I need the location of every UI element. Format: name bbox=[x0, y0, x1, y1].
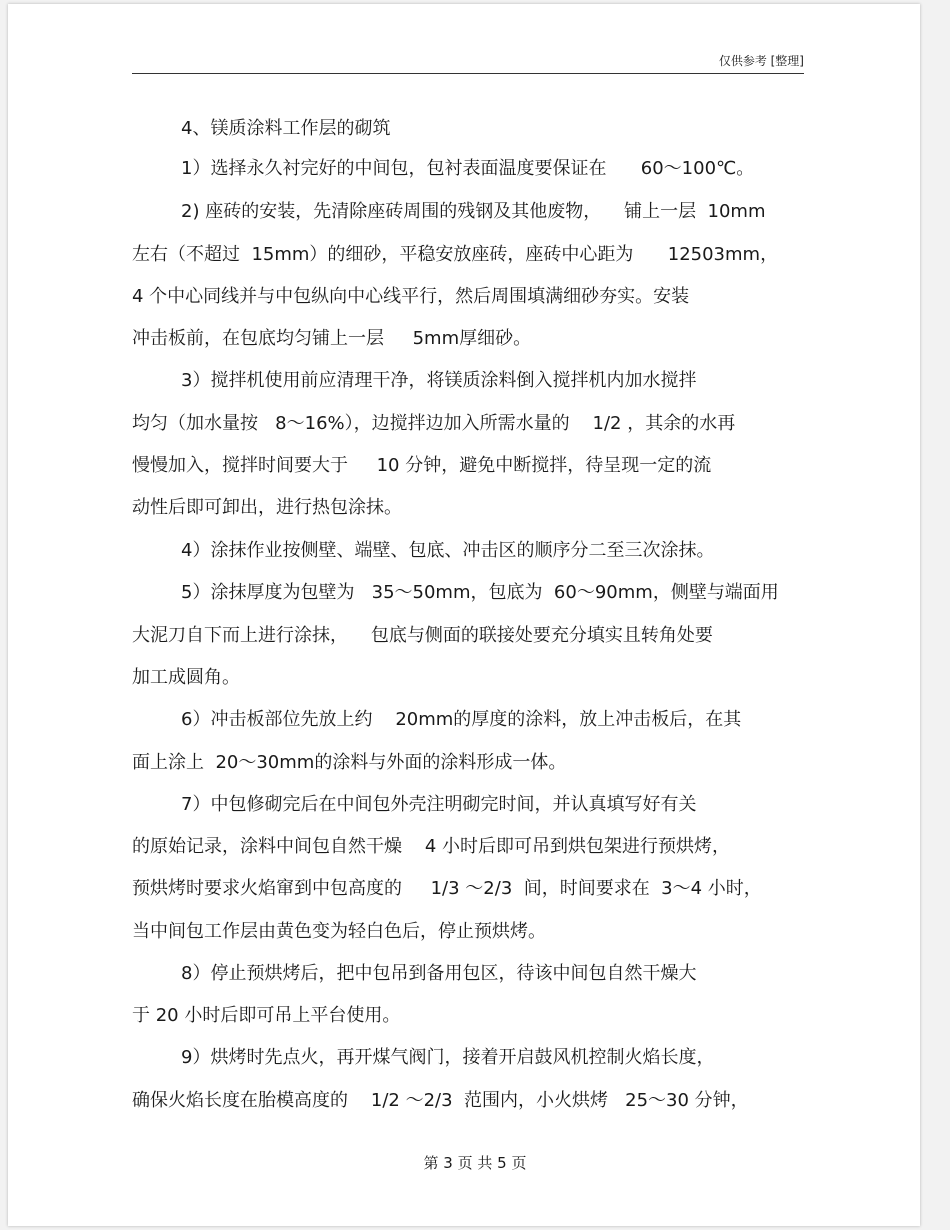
document-page bbox=[8, 4, 920, 1226]
body-line-4: 左右（不超过 15mm）的细砂，平稳安放座砖，座砖中心距为 12503mm， bbox=[132, 244, 779, 265]
body-line-9: 慢慢加入，搅拌时间要大于 10 分钟，避免中断搅拌，待呈现一定的流 bbox=[132, 455, 712, 476]
body-line-12: 5）涂抹厚度为包壁为 35～50mm，包底为 60～90mm，侧壁与端面用 bbox=[181, 582, 779, 603]
body-line-8: 均匀（加水量按 8～16%），边搅拌边加入所需水量的 1/2 ，其余的水再 bbox=[132, 413, 736, 434]
body-line-21: 8）停止预烘烤后，把中包吊到备用包区，待该中间包自然干燥大 bbox=[181, 963, 697, 984]
page-header: 仅供参考 [整理] bbox=[718, 54, 804, 68]
body-line-10: 动性后即可卸出，进行热包涂抹。 bbox=[132, 497, 402, 518]
body-line-11: 4）涂抹作业按侧壁、端壁、包底、冲击区的顺序分二至三次涂抹。 bbox=[181, 540, 715, 561]
body-line-20: 当中间包工作层由黄色变为轻白色后，停止预烘烤。 bbox=[132, 921, 546, 942]
body-line-1: 4、镁质涂料工作层的砌筑 bbox=[181, 118, 391, 139]
header-divider bbox=[132, 73, 804, 74]
body-line-24: 确保火焰长度在胎模高度的 1/2 ～2/3 范围内，小火烘烤 25～30 分钟， bbox=[132, 1090, 749, 1111]
body-line-19: 预烘烤时要求火焰窜到中包高度的 1/3 ～2/3 间，时间要求在 3～4 小时， bbox=[132, 878, 762, 899]
body-line-16: 面上涂上 20～30mm的涂料与外面的涂料形成一体。 bbox=[132, 752, 567, 773]
body-line-6: 冲击板前，在包底均匀铺上一层 5mm厚细砂。 bbox=[132, 328, 532, 349]
body-line-7: 3）搅拌机使用前应清理干净，将镁质涂料倒入搅拌机内加水搅拌 bbox=[181, 370, 697, 391]
body-line-18: 的原始记录，涂料中间包自然干燥 4 小时后即可吊到烘包架进行预烘烤， bbox=[132, 836, 731, 857]
body-line-15: 6）冲击板部位先放上约 20mm的厚度的涂料，放上冲击板后，在其 bbox=[181, 709, 742, 730]
body-line-14: 加工成圆角。 bbox=[132, 667, 240, 688]
body-line-2: 1）选择永久衬完好的中间包，包衬表面温度要保证在 60～100℃。 bbox=[181, 158, 755, 179]
body-line-23: 9）烘烤时先点火，再开煤气阀门，接着开启鼓风机控制火焰长度， bbox=[181, 1047, 715, 1068]
body-line-17: 7）中包修砌完后在中间包外壳注明砌完时间，并认真填写好有关 bbox=[181, 794, 697, 815]
body-line-13: 大泥刀自下而上进行涂抹， 包底与侧面的联接处要充分填实且转角处要 bbox=[132, 625, 713, 646]
body-line-3: 2) 座砖的安装，先清除座砖周围的残钢及其他废物， 铺上一层 10mm bbox=[181, 201, 766, 222]
body-line-22: 于 20 小时后即可吊上平台使用。 bbox=[132, 1005, 401, 1026]
page-number: 第 3 页 共 5 页 bbox=[423, 1154, 527, 1172]
body-line-5: 4 个中心同线并与中包纵向中心线平行，然后周围填满细砂夯实。安装 bbox=[132, 286, 690, 307]
